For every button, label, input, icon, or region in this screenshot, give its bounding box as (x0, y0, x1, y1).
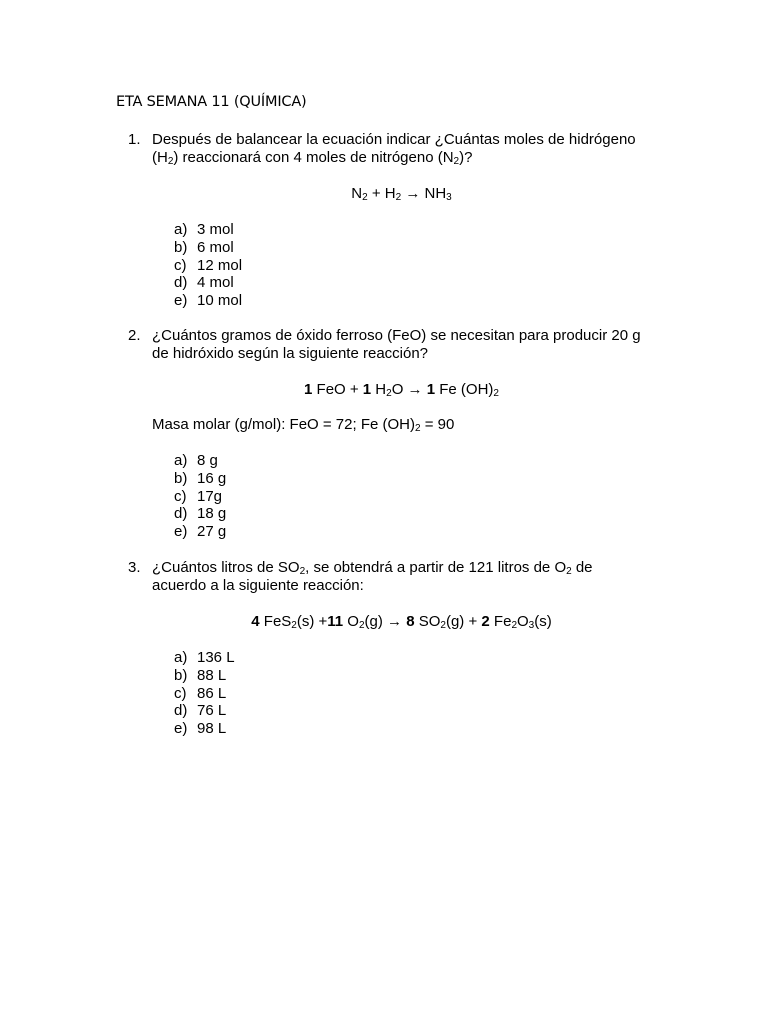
question-text-line: de hidróxido según la siguiente reacción? (152, 345, 429, 362)
page-title: ETA SEMANA 11 (QUÍMICA) (116, 94, 307, 110)
question-text-line: acuerdo a la siguiente reacción: (152, 577, 364, 594)
question-number: 2. (128, 327, 141, 344)
answer-option: e) 98 L (174, 720, 227, 738)
chemical-equation: 1 FeO + 1 $H_2O \to 1$ Fe $(OH)_2$ (304, 381, 499, 399)
answer-option: d) 4 mol (174, 274, 234, 292)
question-text (152, 327, 651, 363)
molar-mass-note: Masa molar (g/mol): FeO = 72; Fe $(OH)_2 = 90$ (152, 416, 455, 434)
answer-options (174, 649, 235, 738)
answer-option: b) 6 mol (174, 238, 234, 256)
answer-option: e) 10 mol (174, 292, 243, 310)
answer-option: c) 12 mol (174, 256, 243, 274)
answer-option: a) 136 L (174, 649, 235, 666)
answer-option: a) 3 mol (174, 221, 234, 238)
question-text (152, 131, 651, 167)
chemical-equation: $N_2 + H_2 \to NH_3$ (351, 185, 452, 203)
question-number: 3. (128, 559, 141, 576)
question-text-line: ¿Cuántos litros de $SO_2$, se obtendrá a partir de 121 litros de $O_2$ de (152, 559, 593, 577)
answer-option: d) 18 g (174, 505, 227, 523)
question-number: 1. (128, 131, 141, 148)
answer-option: c) 86 L (174, 684, 227, 702)
answer-option: c) 17g (174, 487, 223, 505)
answer-option: b) 16 g (174, 469, 227, 487)
question-text (152, 559, 651, 595)
question-text-line: Después de balancear la ecuación indicar ¿Cuántas moles de hidrógeno (152, 131, 636, 148)
question-text-line: ¿Cuántos gramos de óxido ferroso (FeO) se necesitan para producir 20 g (152, 327, 641, 344)
answer-option: a) 8 g (174, 452, 218, 469)
answer-option: d) 76 L (174, 702, 227, 720)
answer-options (174, 221, 242, 310)
answer-option: b) 88 L (174, 666, 227, 684)
chemical-equation: 4 FeS$_2$(s) +11 $O_2(g) \to 8$ $SO_2(g) + 2$ $Fe_2O_3(s)$ (251, 613, 552, 631)
answer-options (174, 452, 226, 541)
answer-option: e) 27 g (174, 523, 227, 541)
question-text-line: $(H_2)$ reaccionará con 4 moles de nitrógeno $(N_2)$? (152, 149, 473, 167)
